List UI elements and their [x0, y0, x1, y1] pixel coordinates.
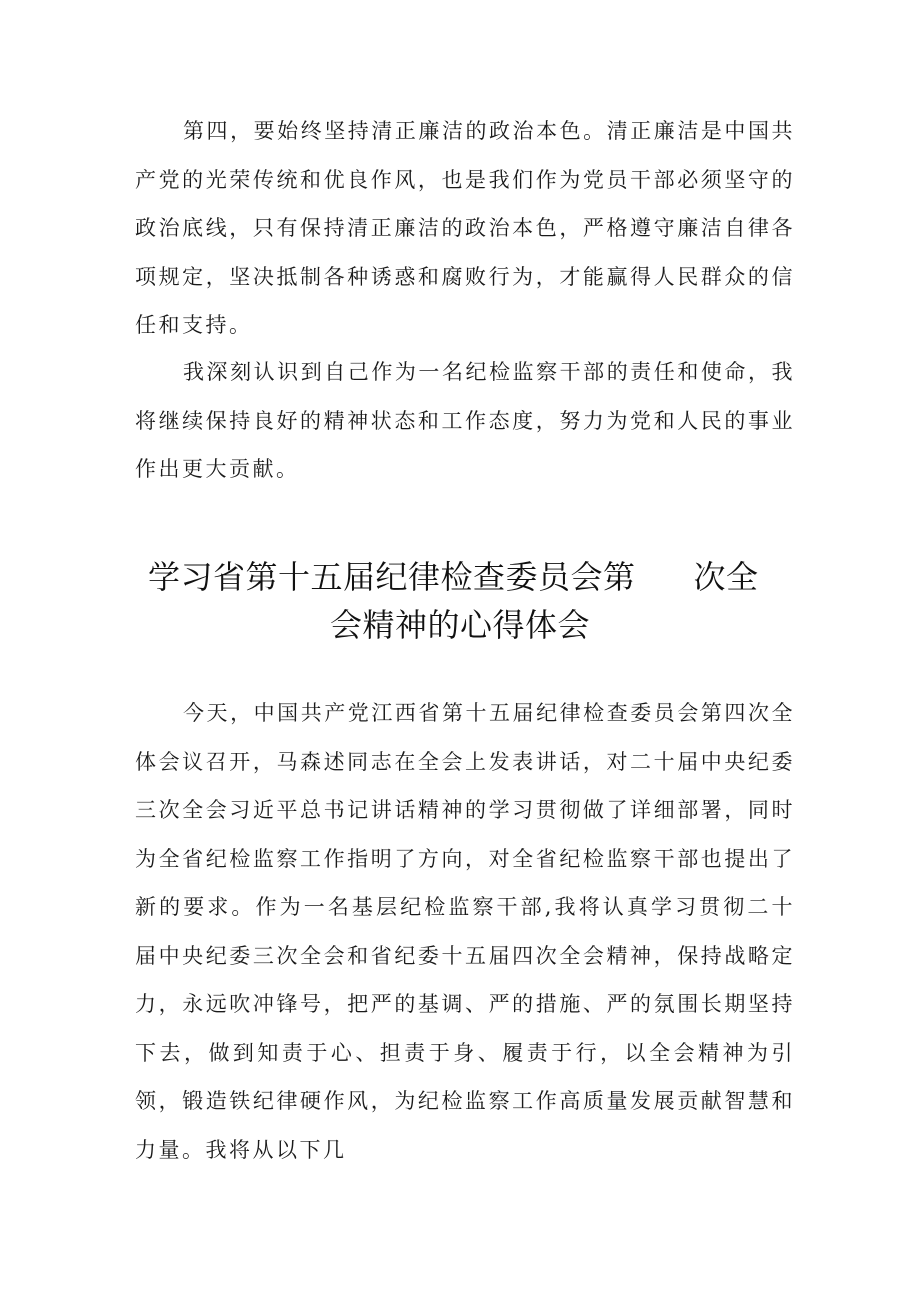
body-paragraph-intro: 今天，中国共产党江西省第十五届纪律检查委员会第四次全体会议召开，马森述同志在全会上发表讲话，对二十届中央纪委三次全会习近平总书记讲话精神的学习贯彻做了详细部署，同时为全省纪检监察工作指明了方向，对全省纪检监察干部也提出了新的要求。作为一名基层纪检监察干部,我将认真学习贯彻二十届中央纪委三次全会和省纪委十五届四次全会精神，保持战略定力，永远吹冲锋号，把严的基调、严的措施、严的氛围长期坚持下去，做到知责于心、担责于身、履责于行，以全会精神为引领，锻造铁纪律硬作风，为纪检监察工作高质量发展贡献智慧和力量。我将从以下几	[135, 701, 795, 1162]
document-title-line-1	[148, 552, 768, 598]
title-text-part-2: 次全	[693, 558, 759, 596]
title-text-part-1: 学习省第十五届纪律检查委员会第	[148, 558, 636, 596]
document-title-line-2: 会精神的心得体会	[329, 606, 590, 644]
body-paragraph-integrity: 第四，要始终坚持清正廉洁的政治本色。清正廉洁是中国共产党的光荣传统和优良作风，也是我们作为党员干部必须坚守的政治底线，只有保持清正廉洁的政治本色，严格遵守廉洁自律各项规定，坚决抵制各种诱惑和腐败行为，才能赢得人民群众的信任和支持。	[135, 119, 795, 337]
body-paragraph-commitment: 我深刻认识到自己作为一名纪检监察干部的责任和使命，我将继续保持良好的精神状态和工作态度，努力为党和人民的事业作出更大贡献。	[135, 360, 795, 481]
